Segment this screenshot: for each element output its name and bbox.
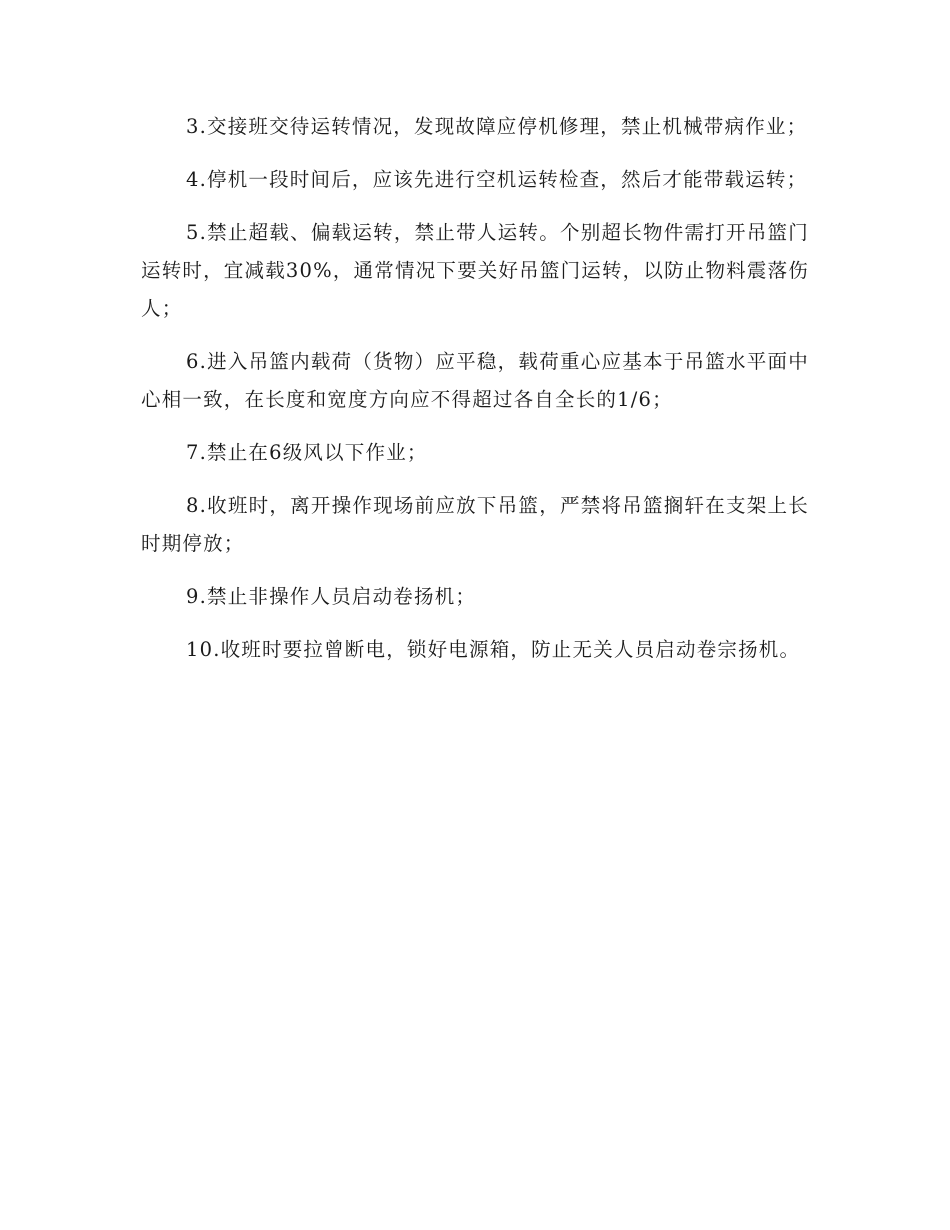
paragraph-item-10: 10.收班时要拉曾断电，锁好电源箱，防止无关人员启动卷宗扬机。 [186, 638, 801, 661]
document-body [141, 108, 809, 684]
paragraph-item-3: 3.交接班交待运转情况，发现故障应停机修理，禁止机械带病作业； [186, 115, 808, 138]
paragraph-item-6: 6.进入吊篮内载荷（货物）应平稳，载荷重心应基本于吊篮水平面中心相一致，在长度和宽度方向应不得超过各自全长的1/6； [141, 350, 809, 411]
paragraph-item-7: 7.禁止在6级风以下作业； [186, 441, 428, 464]
paragraph-item-5: 5.禁止超载、偏载运转，禁止带人运转。个别超长物件需打开吊篮门运转时，宜减载30%，通常情况下要关好吊篮门运转，以防止物料震落伤人； [141, 221, 809, 320]
paragraph-item-4: 4.停机一段时间后，应该先进行空机运转检查，然后才能带载运转； [186, 168, 808, 191]
paragraph-item-9: 9.禁止非操作人员启动卷扬机； [186, 585, 477, 608]
paragraph-item-8: 8.收班时，离开操作现场前应放下吊篮，严禁将吊篮搁轩在支架上长时期停放； [141, 494, 809, 555]
